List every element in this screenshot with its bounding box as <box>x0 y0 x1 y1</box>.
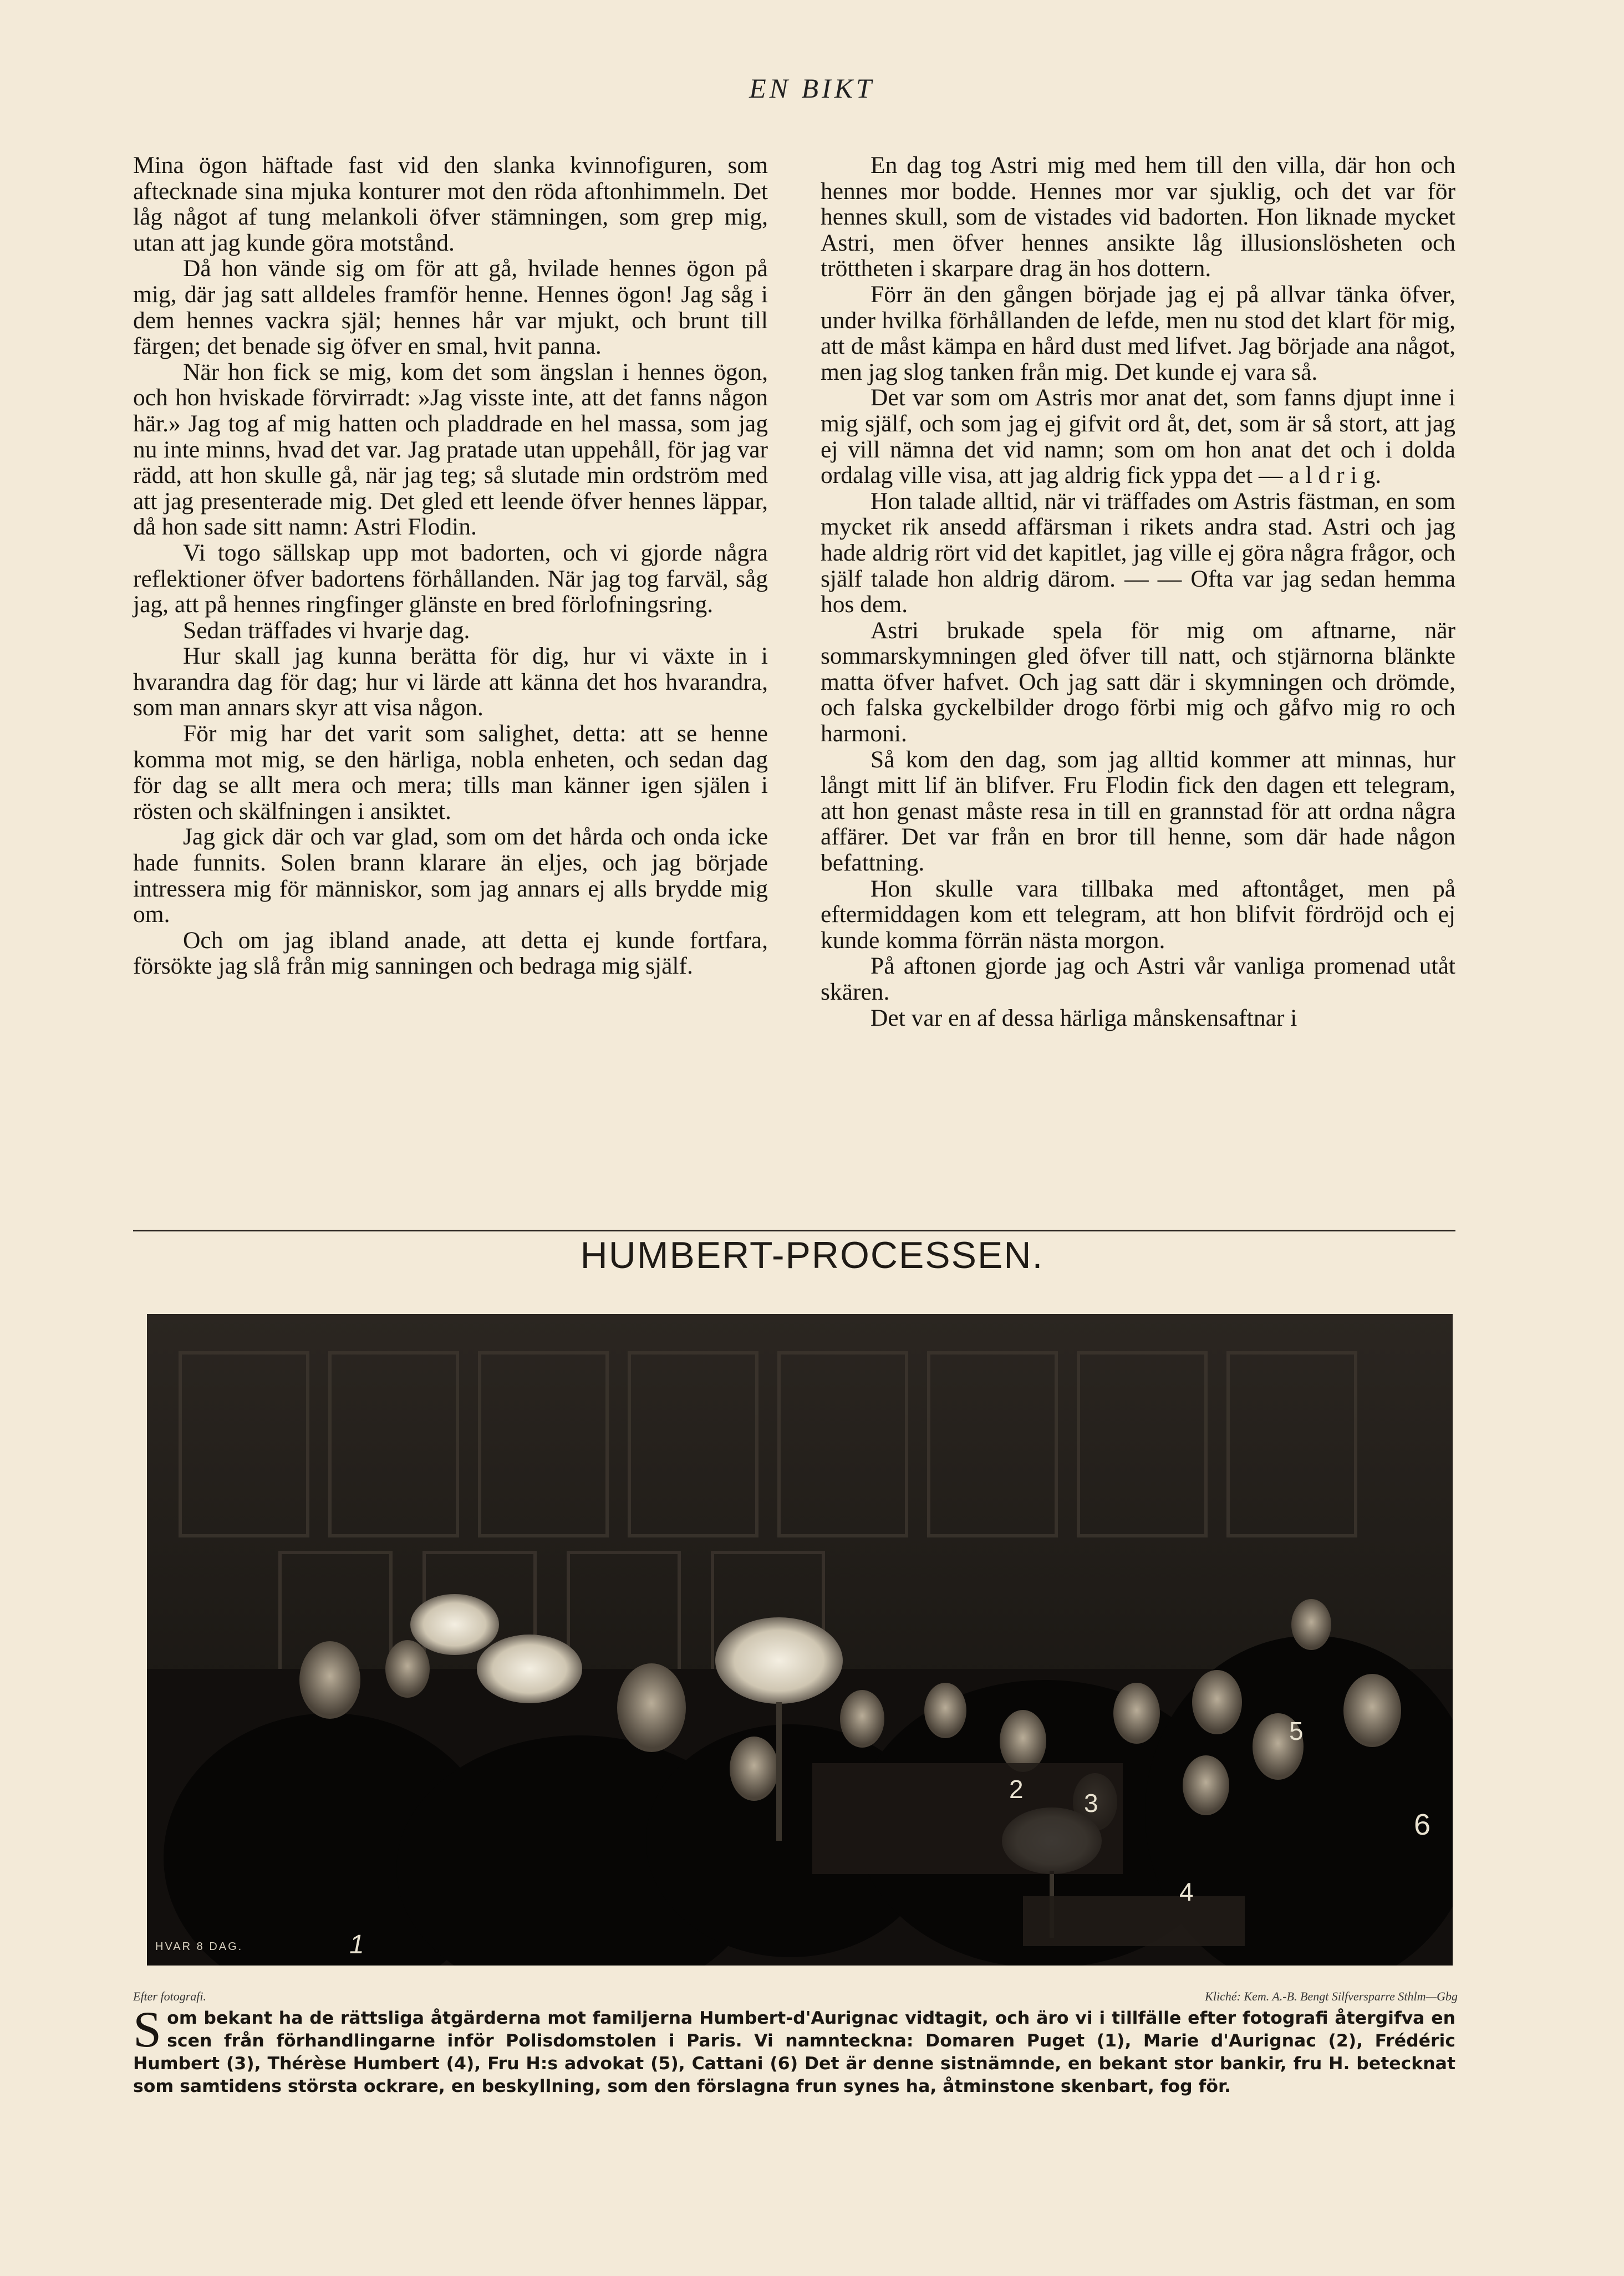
paragraph: Jag gick där och var glad, som om det hårda och onda icke hade funnits. Solen brann klarare än eljes, och jag började intressera mig för människor, som jag annars ej alls brydde mig om. <box>133 823 768 928</box>
paragraph: Och om jag ibland anade, att detta ej kunde fortfara, försökte jag slå från mig sanningen och bedraga mig själf. <box>133 926 768 980</box>
photo-credit: Efter fotografi. <box>133 1989 206 2003</box>
paragraph: Förr än den gången började jag ej på allvar tänka öfver, under hvilka förhållanden de lefde, men nu stod det klart för mig, att de måst kämpa en hård dust med lifvet. Jag började ana något, men jag slog tanken från mig. Det kunde ej vara så. <box>821 281 1455 385</box>
person-label-5: 5 <box>1289 1717 1304 1745</box>
paragraph: På aftonen gjorde jag och Astri vår vanliga promenad utåt skären. <box>821 953 1455 1005</box>
running-header: EN BIKT <box>749 73 875 104</box>
paragraph: Hur skall jag kunna berätta för dig, hur vi växte in i hvarandra dag för dag; hur vi lärde att känna det hos hvarandra, som man annars skyr att visa någon. <box>133 643 768 721</box>
paragraph: Astri brukade spela för mig om aftnarne, när sommarskymningen gled öfver till natt, och stjärnorna blänkte matta öfver hafvet. Och jag satt där i skymningen och drömde, och falska gyckelbilder drogo förbi mig och gåfvo mig ro och harmoni. <box>821 617 1455 747</box>
paragraph: Vi togo sällskap upp mot badorten, och vi gjorde några reflektioner öfver badortens förhållanden. När jag tog farväl, såg jag, att på hennes ringfinger glänste en bred förlofningsring. <box>133 539 768 618</box>
person-label-6: 6 <box>1414 1808 1431 1841</box>
paragraph: Det var en af dessa härliga månskensaftnar i <box>870 1004 1297 1031</box>
drop-cap: S <box>133 2001 162 2058</box>
paragraph: Hon skulle vara tillbaka med aftontåget, men på eftermiddagen kom ett telegram, att hon blifvit fördröjd och ej kunde komma förrän nästa morgon. <box>821 875 1455 954</box>
person-label-3: 3 <box>1084 1789 1098 1817</box>
courtroom-photo <box>147 1314 1453 1966</box>
paragraph: Så kom den dag, som jag alltid kommer att minnas, hur långt mitt lif än blifver. Fru Flodin fick den dagen ett telegram, att hon genast måste resa in till en grannstad för att ordna några affärer. Det var från en bror till henne, som där hade någon befattning. <box>821 746 1455 877</box>
section-divider <box>133 1230 1455 1231</box>
engraving-credit: Kliché: Kem. A.-B. Bengt Silfversparre Sthlm—Gbg <box>1205 1989 1458 2003</box>
person-label-4: 4 <box>1179 1877 1194 1906</box>
paragraph: När hon fick se mig, kom det som ängslan i hennes ögon, och hon hviskade förvirradt: »Jag visste inte, att det fanns någon här.» Jag tog af mig hatten och pladdrade en hel massa, som jag nu inte minns, hvad det var. Jag pratade utan uppehåll, för jag var rädd, att hon skulle gå, när jag teg; så slutade min ordström med att jag presenterade mig. Det gled ett leende öfver hennes läppar, då hon sade sitt namn: Astri Flodin. <box>133 358 768 541</box>
courtroom-scene <box>147 1314 1453 1966</box>
story-column-left <box>133 152 768 979</box>
person-label-2: 2 <box>1009 1775 1024 1804</box>
caption-text: om bekant ha de rättsliga åtgärderna mot familjerna Humbert-d'Aurignac vidtagit, och äro vi i tillfälle efter fotografi återgifva en scen från förhandlingarne inför Polisdomstolen i Paris. Vi namnteckna: Domaren Puget (1), Marie d'Aurignac (2), Frédéric Humbert (3), Thérèse Humbert (4), Fru H:s advokat (5), Cattani (6) Det är denne sistnämnde, en bekant stor bankir, fru H. betecknat som samtidens största ockrare, en beskyllning, som den förslagna frun synes ha, åtminstone skenbart, fog för. <box>133 2008 1455 2096</box>
paragraph: En dag tog Astri mig med hem till den villa, där hon och hennes mor bodde. Hennes mor var sjuklig, och det var för hennes skull, som de vistades vid badorten. Hon liknade mycket Astri, men öfver hennes ansikte låg illusionslösheten och tröttheten i skarpare drag än hos dottern. <box>821 152 1455 282</box>
story-column-right <box>821 152 1455 1031</box>
photo-caption <box>133 2001 1455 2098</box>
person-label-1: 1 <box>349 1930 364 1959</box>
paragraph: Hon talade alltid, när vi träffades om Astris fästman, en som mycket rik ansedd affärsman i rikets andra stad. Astri och jag hade aldrig rört vid det kapitlet, jag ville ej göra några frågor, och själf talade hon aldrig därom. — — Ofta var jag sedan hemma hos dem. <box>821 487 1455 618</box>
paragraph: Mina ögon häftade fast vid den slanka kvinnofiguren, som aftecknade sina mjuka konturer mot den röda aftonhimmeln. Det låg något af tung melankoli öfver stämningen, som grep mig, utan att jag kunde göra motstånd. <box>133 152 768 256</box>
paragraph: Sedan träffades vi hvarje dag. <box>183 617 470 644</box>
paragraph: För mig har det varit som salighet, detta: att se henne komma mot mig, se den härliga, nobla enheten, och sedan dag för dag se allt mera och mera; tills man känner igen själen i rösten och skälfningen i ansiktet. <box>133 720 768 824</box>
photo-stamp: HVAR 8 DAG. <box>155 1941 243 1953</box>
article-title: HUMBERT-PROCESSEN. <box>580 1234 1044 1276</box>
paragraph: Då hon vände sig om för att gå, hvilade hennes ögon på mig, där jag satt alldeles framför henne. Hennes ögon! Jag såg i dem hennes vackra själ; hennes hår var mjukt, och brunt till färgen; det benade sig öfver en smal, hvit panna. <box>133 255 768 360</box>
paragraph: Det var som om Astris mor anat det, som fanns djupt inne i mig själf, och som jag ej gifvit ord åt, det, som är så stort, att jag ej vill nämna det vid namn; som om hon anat det och i dolda ordalag ville visa, att jag aldrig fick yppa det — a l d r i g. <box>821 384 1455 489</box>
